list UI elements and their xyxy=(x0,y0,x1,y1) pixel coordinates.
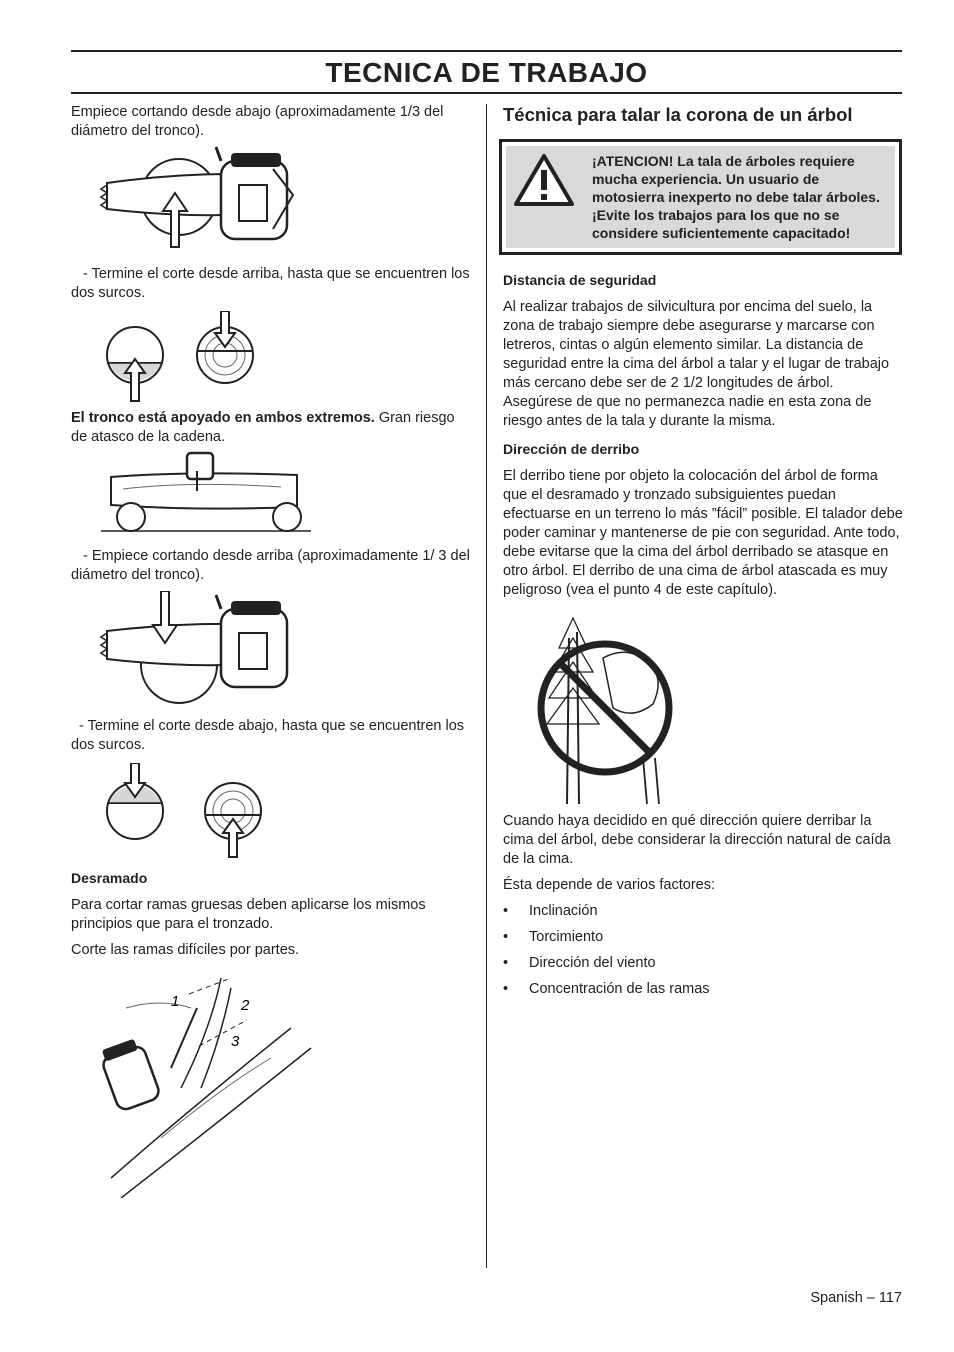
warning-triangle-icon xyxy=(512,152,584,242)
label-2: 2 xyxy=(241,997,250,1014)
paragraph-when-decided: Cuando haya decidido en qué dirección quiere derribar la cima del árbol, debe considerar la dirección natural de caída de la cima. xyxy=(503,813,891,867)
text-risk-jam: Gran riesgo de atasco de la cadena. xyxy=(71,410,455,445)
paragraph-finish-below: - Termine el corte desde abajo, hasta que se encuentren los dos surcos. xyxy=(71,718,465,753)
figure-two-cuts-meet xyxy=(71,311,471,403)
list-item: • Dirección del viento xyxy=(503,955,656,971)
paragraph-finish-above: - Termine el corte desde arriba, hasta que se encuentren los dos surcos. xyxy=(71,266,470,301)
page-footer: Spanish – 117 xyxy=(810,1290,902,1306)
figure-log-supported-both-ends xyxy=(71,451,471,535)
page-title: TECNICA DE TRABAJO xyxy=(325,57,648,88)
list-item: • Concentración de las ramas xyxy=(503,981,710,997)
header-rule-top xyxy=(71,50,902,52)
heading-felling-direction: Dirección de derribo xyxy=(503,441,640,457)
paragraph-start-above: - Empiece cortando desde arriba (aproximadamente 1/ 3 del diámetro del tronco). xyxy=(71,548,470,583)
factor-list xyxy=(503,902,903,999)
figure-cut-from-below xyxy=(71,141,471,253)
paragraph-felling-direction: El derribo tiene por objeto la colocación del árbol de forma que el desramado y tronzado subsiguientes puedan efectuarse en un terreno lo más ”fácil” posible. El talador debe poder caminar y mantenerse de pie con seguridad. Ante todo, debe evitarse que la cima del árbol derribado se atasque en otro árbol. El derribo de una cima de árbol atascada es muy peligroso (vea el punto 4 de este capítulo). xyxy=(503,468,903,598)
right-column xyxy=(503,103,903,1006)
section-heading-crown-felling: Técnica para talar la corona de un árbol xyxy=(503,104,853,125)
figure-cuts-meet-from-below xyxy=(71,763,471,859)
paragraph-safety-distance: Al realizar trabajos de silvicultura por encima del suelo, la zona de trabajo siempre debe asegurarse y marcarse con letreros, cintas o algún elemento similar. La distancia de seguridad entre la cima del árbol a talar y el lugar de trabajo más cercano debe ser de 2 1/2 longitudes de árbol. Asegúrese de que no permanezca nadie en esta zona de riesgo antes de la tala y durante la misma. xyxy=(503,299,890,429)
list-item: • Inclinación xyxy=(503,903,598,919)
paragraph-cut-in-parts: Corte las ramas difíciles por partes. xyxy=(71,942,300,958)
prohibition-icon xyxy=(503,608,903,804)
figure-cut-from-above xyxy=(71,591,471,707)
heading-desramado: Desramado xyxy=(71,870,148,886)
paragraph-supported-both-ends xyxy=(71,409,471,447)
warning-text: ¡ATENCION! La tala de árboles requiere mucha experiencia. Un usuario de motosierra inexperto no debe talar árboles. ¡Evite los trabajos para los que no se considere suficientemente capacitado! xyxy=(592,153,880,241)
paragraph-start-below: Empiece cortando desde abajo (aproximadamente 1/3 del diámetro del tronco). xyxy=(71,104,444,139)
label-1: 1 xyxy=(171,993,180,1010)
figure-branch-cutting-sequence xyxy=(71,968,471,1198)
text-bold-supported: El tronco está apoyado en ambos extremos. xyxy=(71,410,375,426)
paragraph-depends: Ésta depende de varios factores: xyxy=(503,877,715,893)
left-column xyxy=(71,103,471,1198)
warning-box xyxy=(499,139,902,255)
header-rule-bottom xyxy=(71,92,902,94)
paragraph-thick-branches: Para cortar ramas gruesas deben aplicarse los mismos principios que para el tronzado. xyxy=(71,897,426,932)
heading-safety-distance: Distancia de seguridad xyxy=(503,272,657,288)
list-item: • Torcimiento xyxy=(503,929,604,945)
label-3: 3 xyxy=(231,1033,240,1050)
column-divider xyxy=(486,104,487,1268)
